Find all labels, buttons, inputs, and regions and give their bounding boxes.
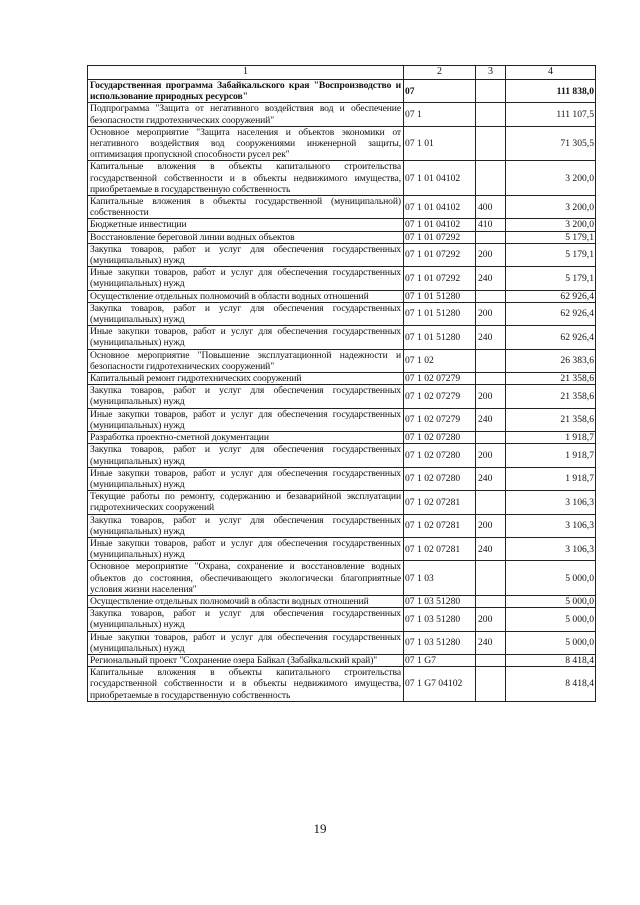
row-amount-cell: 5 179,1 (506, 267, 596, 290)
row-name-cell: Иные закупки товаров, работ и услуг для обеспечения государственных (муниципальных) нужд (88, 537, 404, 560)
budget-table-body (88, 66, 596, 702)
row-amount-cell: 3 200,0 (506, 219, 596, 231)
table-row (88, 595, 596, 607)
row-code-cell: 07 1 02 07280 (404, 467, 476, 490)
table-row (88, 161, 596, 196)
row-name-cell: Государственная программа Забайкальского края "Воспроизводство и использование природных ресурсов" (88, 80, 404, 103)
row-amount-cell: 3 106,3 (506, 491, 596, 514)
row-amount-cell: 5 179,1 (506, 231, 596, 243)
row-code-cell: 07 1 02 07281 (404, 491, 476, 514)
row-name-cell: Основное мероприятие "Защита населения и объектов экономики от негативного воздействия вод сооружениями инженерной защиты, оптимизация пропускной способности русел рек" (88, 126, 404, 161)
row-amount-cell: 1 918,7 (506, 444, 596, 467)
row-name-cell: Текущие работы по ремонту, содержанию и безаварийной эксплуатации гидротехнических сооружений (88, 491, 404, 514)
row-code-cell: 07 1 01 51280 (404, 326, 476, 349)
table-header-row (88, 66, 596, 80)
row-amount-cell: 3 200,0 (506, 161, 596, 196)
row-expense-type-cell (476, 80, 506, 103)
row-expense-type-cell (476, 654, 506, 666)
row-code-cell: 07 1 02 07279 (404, 385, 476, 408)
row-name-cell: Бюджетные инвестиции (88, 219, 404, 231)
row-name-cell: Осуществление отдельных полномочий в области водных отношений (88, 595, 404, 607)
row-name-cell: Закупка товаров, работ и услуг для обеспечения государственных (муниципальных) нужд (88, 243, 404, 266)
row-amount-cell: 21 358,6 (506, 373, 596, 385)
row-amount-cell: 5 000,0 (506, 561, 596, 596)
row-name-cell: Иные закупки товаров, работ и услуг для обеспечения государственных (муниципальных) нужд (88, 267, 404, 290)
table-row (88, 302, 596, 325)
table-row (88, 103, 596, 126)
row-expense-type-cell (476, 561, 506, 596)
table-row (88, 219, 596, 231)
row-amount-cell: 62 926,4 (506, 302, 596, 325)
table-row (88, 267, 596, 290)
row-name-cell: Иные закупки товаров, работ и услуг для обеспечения государственных (муниципальных) нужд (88, 467, 404, 490)
row-code-cell: 07 1 03 51280 (404, 631, 476, 654)
row-code-cell: 07 1 03 51280 (404, 608, 476, 631)
row-amount-cell: 8 418,4 (506, 667, 596, 702)
row-expense-type-cell: 200 (476, 608, 506, 631)
table-row (88, 243, 596, 266)
row-expense-type-cell (476, 667, 506, 702)
row-amount-cell: 21 358,6 (506, 408, 596, 431)
row-expense-type-cell (476, 231, 506, 243)
row-code-cell: 07 1 02 07280 (404, 432, 476, 444)
table-row (88, 432, 596, 444)
row-name-cell: Подпрограмма "Защита от негативного воздействия вод и обеспечение безопасности гидротехнических сооружений" (88, 103, 404, 126)
row-name-cell: Иные закупки товаров, работ и услуг для обеспечения государственных (муниципальных) нужд (88, 326, 404, 349)
table-row (88, 326, 596, 349)
row-amount-cell: 71 305,5 (506, 126, 596, 161)
budget-table (87, 65, 596, 702)
row-name-cell: Региональный проект "Сохранение озера Байкал (Забайкальский край)" (88, 654, 404, 666)
row-code-cell: 07 1 02 07281 (404, 514, 476, 537)
row-expense-type-cell: 240 (476, 408, 506, 431)
column-header-name: 1 (88, 66, 404, 80)
row-expense-type-cell: 240 (476, 467, 506, 490)
row-name-cell: Восстановление береговой линии водных объектов (88, 231, 404, 243)
row-amount-cell: 21 358,6 (506, 385, 596, 408)
row-amount-cell: 8 418,4 (506, 654, 596, 666)
table-row (88, 667, 596, 702)
row-expense-type-cell: 240 (476, 631, 506, 654)
row-code-cell: 07 1 02 (404, 349, 476, 372)
table-row (88, 349, 596, 372)
table-row (88, 444, 596, 467)
row-expense-type-cell: 400 (476, 196, 506, 219)
table-row (88, 408, 596, 431)
row-amount-cell: 1 918,7 (506, 467, 596, 490)
row-expense-type-cell: 200 (476, 385, 506, 408)
row-amount-cell: 1 918,7 (506, 432, 596, 444)
table-row (88, 491, 596, 514)
row-code-cell: 07 1 03 51280 (404, 595, 476, 607)
table-row (88, 290, 596, 302)
row-expense-type-cell (476, 161, 506, 196)
row-code-cell: 07 1 02 07281 (404, 537, 476, 560)
row-expense-type-cell: 200 (476, 444, 506, 467)
row-code-cell: 07 1 01 07292 (404, 267, 476, 290)
table-row (88, 80, 596, 103)
row-expense-type-cell (476, 103, 506, 126)
row-expense-type-cell (476, 126, 506, 161)
row-amount-cell: 26 383,6 (506, 349, 596, 372)
table-row (88, 514, 596, 537)
row-expense-type-cell (476, 290, 506, 302)
document-page (87, 65, 595, 702)
row-expense-type-cell: 240 (476, 537, 506, 560)
row-code-cell: 07 1 02 07280 (404, 444, 476, 467)
table-row (88, 561, 596, 596)
row-name-cell: Основное мероприятие "Охрана, сохранение и восстановление водных объектов до состояния, обеспечивающего экологически благоприятные условия жизни населения" (88, 561, 404, 596)
table-row (88, 231, 596, 243)
row-code-cell: 07 1 (404, 103, 476, 126)
row-name-cell: Закупка товаров, работ и услуг для обеспечения государственных (муниципальных) нужд (88, 444, 404, 467)
row-code-cell: 07 1 01 04102 (404, 161, 476, 196)
row-expense-type-cell (476, 349, 506, 372)
row-expense-type-cell: 240 (476, 326, 506, 349)
row-code-cell: 07 1 01 04102 (404, 219, 476, 231)
table-row (88, 373, 596, 385)
table-row (88, 631, 596, 654)
row-name-cell: Капитальные вложения в объекты капитального строительства государственной собственности и в объекты недвижимого имущества, приобретаемые в государственную собственность (88, 161, 404, 196)
row-expense-type-cell: 200 (476, 514, 506, 537)
row-name-cell: Капитальные вложения в объекты государственной (муниципальной) собственности (88, 196, 404, 219)
row-code-cell: 07 1 G7 04102 (404, 667, 476, 702)
row-name-cell: Закупка товаров, работ и услуг для обеспечения государственных (муниципальных) нужд (88, 385, 404, 408)
row-expense-type-cell: 410 (476, 219, 506, 231)
page-number: 19 (313, 821, 327, 836)
row-code-cell: 07 1 01 (404, 126, 476, 161)
column-header-amount: 4 (506, 66, 596, 80)
row-code-cell: 07 (404, 80, 476, 103)
row-code-cell: 07 1 01 51280 (404, 302, 476, 325)
row-name-cell: Иные закупки товаров, работ и услуг для обеспечения государственных (муниципальных) нужд (88, 408, 404, 431)
row-amount-cell: 3 106,3 (506, 537, 596, 560)
row-code-cell: 07 1 01 07292 (404, 243, 476, 266)
row-expense-type-cell (476, 432, 506, 444)
row-amount-cell: 5 000,0 (506, 595, 596, 607)
row-amount-cell: 111 838,0 (506, 80, 596, 103)
table-row (88, 467, 596, 490)
row-amount-cell: 111 107,5 (506, 103, 596, 126)
row-expense-type-cell: 200 (476, 302, 506, 325)
row-amount-cell: 5 000,0 (506, 631, 596, 654)
row-code-cell: 07 1 02 07279 (404, 408, 476, 431)
row-expense-type-cell: 240 (476, 267, 506, 290)
column-header-expense-type: 3 (476, 66, 506, 80)
table-row (88, 608, 596, 631)
table-row (88, 385, 596, 408)
table-row (88, 196, 596, 219)
row-expense-type-cell (476, 373, 506, 385)
table-row (88, 654, 596, 666)
row-name-cell: Разработка проектно-сметной документации (88, 432, 404, 444)
table-row (88, 537, 596, 560)
row-name-cell: Закупка товаров, работ и услуг для обеспечения государственных (муниципальных) нужд (88, 302, 404, 325)
column-header-code: 2 (404, 66, 476, 80)
row-expense-type-cell (476, 491, 506, 514)
row-code-cell: 07 1 01 04102 (404, 196, 476, 219)
row-amount-cell: 5 000,0 (506, 608, 596, 631)
row-code-cell: 07 1 01 51280 (404, 290, 476, 302)
row-code-cell: 07 1 G7 (404, 654, 476, 666)
row-amount-cell: 3 106,3 (506, 514, 596, 537)
row-code-cell: 07 1 03 (404, 561, 476, 596)
row-name-cell: Закупка товаров, работ и услуг для обеспечения государственных (муниципальных) нужд (88, 608, 404, 631)
row-name-cell: Основное мероприятие "Повышение эксплуатационной надежности и безопасности гидротехнических сооружений" (88, 349, 404, 372)
row-name-cell: Закупка товаров, работ и услуг для обеспечения государственных (муниципальных) нужд (88, 514, 404, 537)
row-expense-type-cell: 200 (476, 243, 506, 266)
table-row (88, 126, 596, 161)
row-name-cell: Осуществление отдельных полномочий в области водных отношений (88, 290, 404, 302)
row-name-cell: Капитальный ремонт гидротехнических сооружений (88, 373, 404, 385)
row-code-cell: 07 1 01 07292 (404, 231, 476, 243)
row-name-cell: Иные закупки товаров, работ и услуг для обеспечения государственных (муниципальных) нужд (88, 631, 404, 654)
row-name-cell: Капитальные вложения в объекты капитального строительства государственной собственности и в объекты недвижимого имущества, приобретаемые в государственную собственность (88, 667, 404, 702)
row-code-cell: 07 1 02 07279 (404, 373, 476, 385)
row-amount-cell: 5 179,1 (506, 243, 596, 266)
row-amount-cell: 62 926,4 (506, 326, 596, 349)
row-amount-cell: 3 200,0 (506, 196, 596, 219)
row-amount-cell: 62 926,4 (506, 290, 596, 302)
row-expense-type-cell (476, 595, 506, 607)
